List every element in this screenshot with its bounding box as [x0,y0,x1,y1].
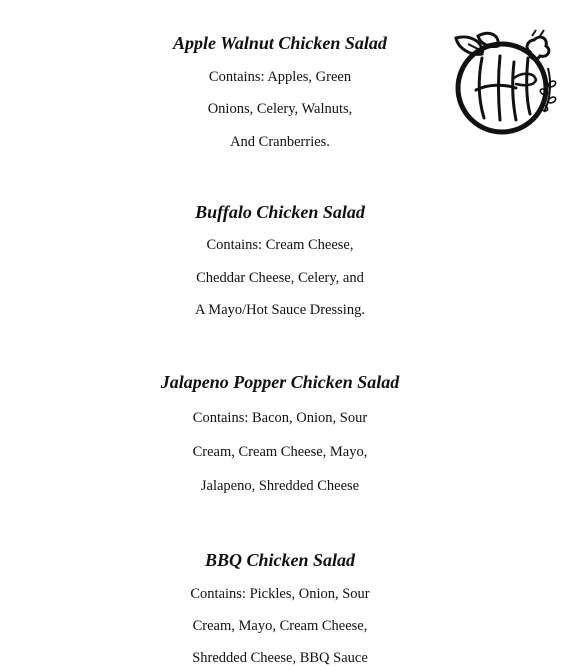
menu-item-line: Cream, Mayo, Cream Cheese, [192,618,368,634]
menu-item-line: Shredded Cheese, BBQ Sauce [192,650,368,666]
menu-item-line: A Mayo/Hot Sauce Dressing. [195,302,365,318]
logo-letter-h1-right [499,56,501,120]
menu-item-line: Onions, Celery, Walnuts, [207,101,353,117]
logo-flower [527,37,549,59]
logo-sprig-leaf [547,80,556,88]
menu-item-line: Contains: Cream Cheese, [206,237,354,253]
menu-item-title: BBQ Chicken Salad [204,550,356,570]
menu-item-line: Contains: Apples, Green [208,69,352,85]
hh-monogram-logo [448,28,560,140]
logo-crossbar [476,85,516,90]
menu-item-title: Jalapeno Popper Chicken Salad [160,372,400,392]
menu-item-line: Contains: Pickles, Onion, Sour [190,586,370,602]
logo-letter-h2-left [513,62,516,120]
logo-flower-stem [532,30,544,36]
menu-item-line: Contains: Bacon, Onion, Sour [192,410,368,426]
menu-item-line: Cheddar Cheese, Celery, and [196,270,364,286]
menu-item-line: And Cranberries. [230,134,330,150]
menu-item-line: Cream, Cream Cheese, Mayo, [192,444,368,460]
menu-item-line: Jalapeno, Shredded Cheese [200,478,360,494]
logo-letter-loop [514,74,536,85]
menu-item-title: Apple Walnut Chicken Salad [173,33,387,53]
logo-graphic [448,28,560,140]
menu-item-title: Buffalo Chicken Salad [195,202,365,222]
